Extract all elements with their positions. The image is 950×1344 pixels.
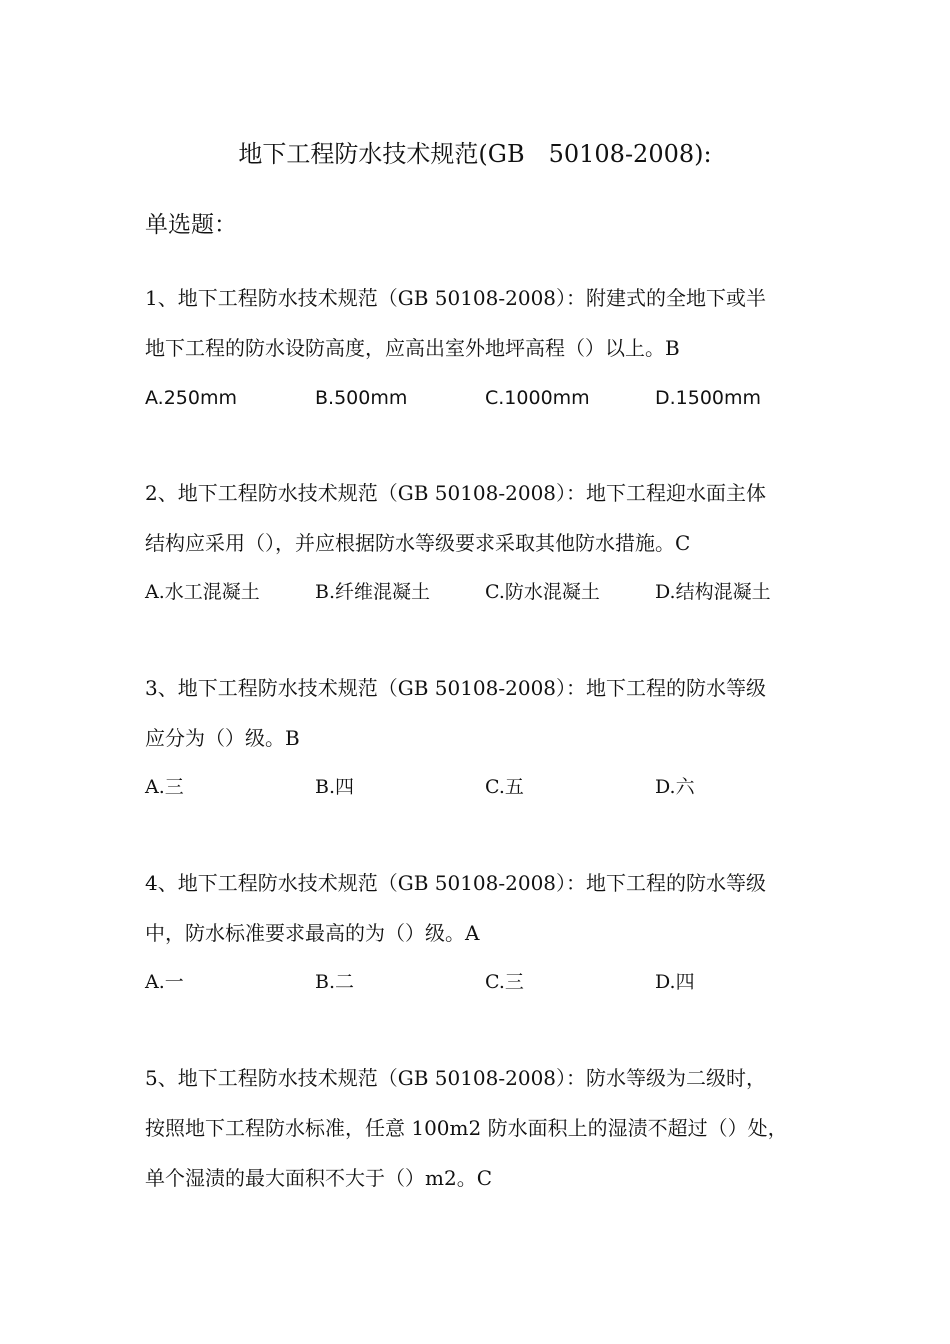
question-text-line: 应分为（）级。B bbox=[145, 726, 300, 750]
option-b: B.四 bbox=[315, 776, 355, 798]
question-text-line: 中，防水标准要求最高的为（）级。A bbox=[145, 921, 480, 945]
question-text-line: 按照地下工程防水标准，任意 100m2 防水面积上的湿渍不超过（）处， bbox=[145, 1116, 788, 1140]
question-text-line: 地下工程的防水设防高度，应高出室外地坪高程（）以上。B bbox=[145, 336, 680, 360]
option-d: D.四 bbox=[655, 971, 695, 993]
option-b: B.纤维混凝土 bbox=[315, 581, 431, 603]
question-4 bbox=[145, 868, 825, 968]
question-3 bbox=[145, 673, 825, 773]
question-1-options bbox=[145, 383, 825, 413]
option-c: C.防水混凝土 bbox=[485, 581, 600, 603]
option-c: C.五 bbox=[485, 776, 524, 798]
option-c: C.1000mm bbox=[485, 387, 590, 409]
question-text-line: 2、地下工程防水技术规范（GB 50108-2008）：地下工程迎水面主体 bbox=[145, 481, 767, 505]
question-text-line: 1、地下工程防水技术规范（GB 50108-2008）：附建式的全地下或半 bbox=[145, 286, 767, 310]
question-2-options bbox=[145, 577, 825, 607]
question-text-line: 4、地下工程防水技术规范（GB 50108-2008）：地下工程的防水等级 bbox=[145, 871, 767, 895]
question-2 bbox=[145, 478, 825, 578]
question-text-line: 3、地下工程防水技术规范（GB 50108-2008）：地下工程的防水等级 bbox=[145, 676, 767, 700]
option-a: A.水工混凝土 bbox=[145, 581, 260, 603]
document-title: 地下工程防水技术规范(GB 50108-2008): bbox=[238, 140, 712, 168]
option-d: D.1500mm bbox=[655, 387, 762, 409]
option-a: A.250mm bbox=[145, 387, 237, 409]
section-heading: 单选题： bbox=[145, 212, 237, 238]
question-1 bbox=[145, 283, 825, 383]
option-a: A.三 bbox=[145, 776, 184, 798]
question-text-line: 5、地下工程防水技术规范（GB 50108-2008）：防水等级为二级时， bbox=[145, 1066, 767, 1090]
question-3-options bbox=[145, 772, 825, 802]
question-5 bbox=[145, 1063, 825, 1213]
option-b: B.二 bbox=[315, 971, 355, 993]
question-text-line: 结构应采用（），并应根据防水等级要求采取其他防水措施。C bbox=[145, 531, 691, 555]
option-d: D.结构混凝土 bbox=[655, 581, 771, 603]
option-d: D.六 bbox=[655, 776, 695, 798]
question-4-options bbox=[145, 967, 825, 997]
option-a: A.一 bbox=[145, 971, 184, 993]
option-b: B.500mm bbox=[315, 387, 408, 409]
question-text-line: 单个湿渍的最大面积不大于（）m2。C bbox=[145, 1166, 492, 1190]
option-c: C.三 bbox=[485, 971, 524, 993]
